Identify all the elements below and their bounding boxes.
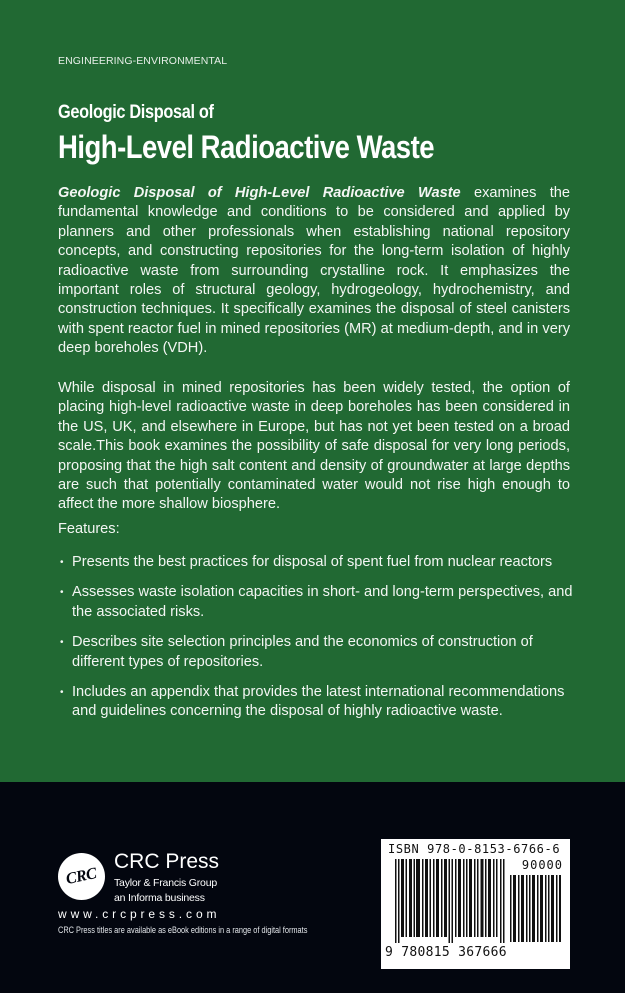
publisher-group: Taylor & Francis Group [114, 877, 217, 889]
feature-item: • Describes site selection principles and the economics of construction of different types of repositories. [60, 634, 533, 670]
ebook-note: CRC Press titles are available as eBook editions in a range of digital formats [58, 925, 308, 935]
crc-logo-icon: CRC [58, 853, 105, 900]
publisher-url: www.crcpress.com [58, 907, 221, 921]
bullet-icon: • [60, 557, 64, 568]
features-heading: Features: [58, 521, 120, 537]
publisher-name: CRC Press [114, 850, 220, 873]
barcode-bars-icon [395, 859, 505, 943]
cover-footer-section [0, 782, 625, 993]
description-text: examines the fundamental knowledge and conditions to be considered and applied by planners and other professionals when establishing national repository concepts, and constructing repositories for the long-term isolation of highly radioactive waste from surrounding crystalline rock. It emphasizes the important roles of structural geology, hydrogeology, hydrochemistry, and construction techniques. It specifically examines the disposal of steel canisters with spent reactor fuel in mined repositories (MR) at medium-depth, and in very deep boreholes (VDH). [58, 185, 570, 357]
addon-barcode-icon [510, 875, 562, 942]
isbn-barcode [381, 839, 570, 969]
description-paragraph-2: While disposal in mined repositories has been widely tested, the option of placing high-level radioactive waste in deep boreholes has been considered in the US, UK, and elsewhere in Europe, but has not yet been tested on a broad scale.This book examines the possibility of safe disposal for very long periods, proposing that the high salt content and density of groundwater at large depths are such that potentially contaminated water would not rise high enough to affect the more shallow biosphere. [58, 380, 570, 513]
bullet-icon: • [60, 587, 64, 599]
feature-item: • Presents the best practices for disposal of spent fuel from nuclear reactors [58, 553, 578, 572]
description-paragraph-1 [58, 184, 570, 359]
bullet-icon: • [60, 637, 64, 649]
title-line-2: High-Level Radioactive Waste [58, 129, 435, 165]
book-title-italic: Geologic Disposal of High-Level Radioactive Waste [58, 185, 461, 201]
features-list [58, 553, 578, 733]
feature-item: • Assesses waste isolation capacities in short- and long-term perspectives, and the associated risks. [60, 584, 573, 620]
publisher-business: an Informa business [114, 892, 205, 904]
bullet-icon: • [60, 687, 64, 699]
ean-number: 9 780815 367666 [385, 945, 507, 960]
price-code: 90000 [521, 858, 563, 872]
feature-item: • Includes an appendix that provides the latest international recommendations and guidelines concerning the disposal of highly radioactive waste. [60, 684, 565, 720]
title-line-1: Geologic Disposal of [58, 102, 214, 123]
isbn-text: ISBN 978-0-8153-6766-6 [388, 842, 561, 856]
subject-category: ENGINEERING-ENVIRONMENTAL [58, 55, 228, 67]
